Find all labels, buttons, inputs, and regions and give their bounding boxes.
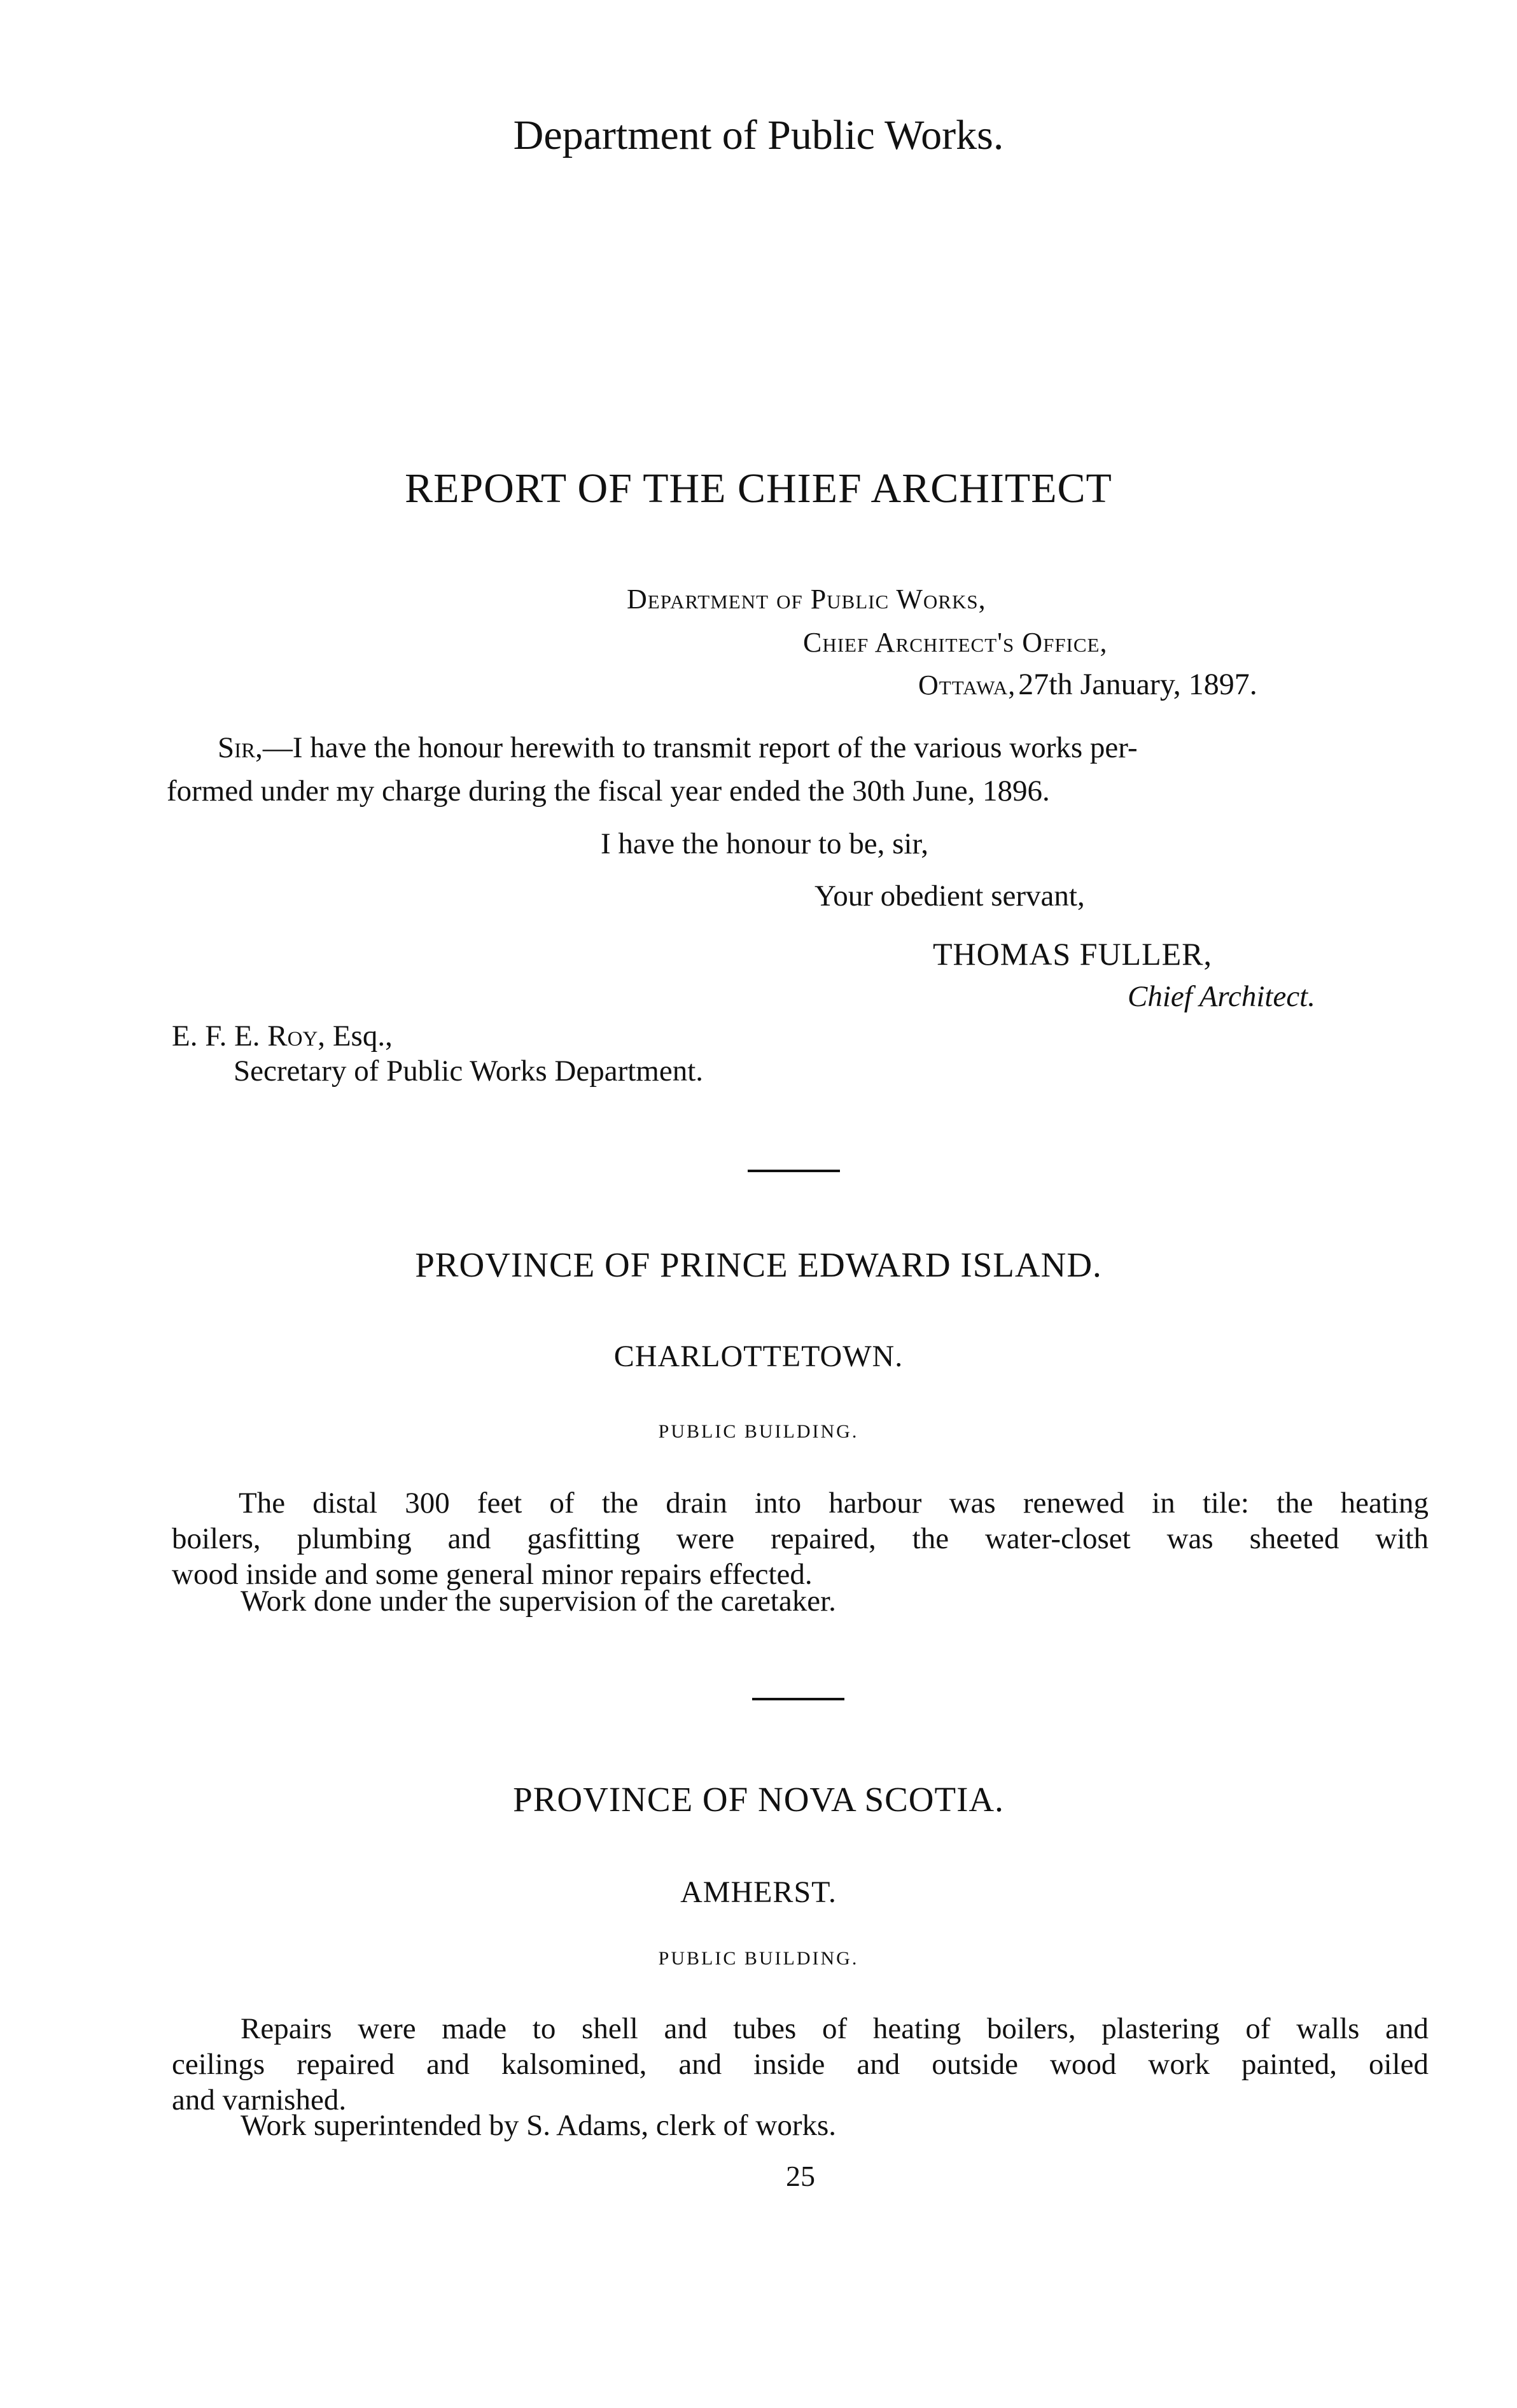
city-heading: AMHERST. <box>680 1875 837 1909</box>
signature-name: THOMAS FULLER, <box>933 936 1213 972</box>
addressee-initials: E. F. E. <box>172 1019 260 1053</box>
report-title: REPORT OF THE CHIEF ARCHITECT <box>405 465 1112 512</box>
address-line-3 <box>918 669 1257 700</box>
address-place: Ottawa, <box>918 669 1016 701</box>
paragraph-line: wood inside and some general minor repairs effected. <box>172 1558 813 1591</box>
signature-title: Chief Architect. <box>1128 980 1315 1013</box>
province-heading: PROVINCE OF NOVA SCOTIA. <box>513 1780 1004 1819</box>
salutation: Sir, <box>218 731 263 764</box>
paragraph-line: boilers, plumbing and gasfitting were repaired, the water-closet was sheeted with <box>172 1522 1429 1555</box>
paragraph-line: The distal 300 feet of the drain into harbour was renewed in tile: the heating <box>239 1487 1429 1520</box>
addressee-name: Roy, <box>267 1019 326 1053</box>
letter-body-line-1 <box>218 733 1138 763</box>
province-heading: PROVINCE OF PRINCE EDWARD ISLAND. <box>415 1245 1102 1284</box>
paragraph-line: ceilings repaired and kalsomined, and inside and outside wood work painted, oiled <box>172 2048 1429 2081</box>
address-line-2: Chief Architect's Office, <box>803 627 1108 658</box>
running-header: Department of Public Works. <box>513 112 1004 158</box>
section-paragraph <box>172 2011 1429 2118</box>
section-note: Work superintended by S. Adams, clerk of works. <box>241 2109 837 2142</box>
paragraph-line: Repairs were made to shell and tubes of heating boilers, plastering of walls and <box>241 2012 1429 2045</box>
paragraph-line: and varnished. <box>172 2083 347 2117</box>
addressee-line-1 <box>172 1021 393 1051</box>
building-heading: PUBLIC BUILDING. <box>658 1948 859 1969</box>
address-date: 27th January, 1897. <box>1018 668 1257 701</box>
section-divider <box>748 1170 840 1172</box>
address-line-1: Department of Public Works, <box>627 584 986 615</box>
letter-body-line-2: formed under my charge during the fiscal year ended the 30th June, 1896. <box>167 774 1050 808</box>
section-paragraph <box>172 1485 1429 1592</box>
page-number: 25 <box>786 2160 815 2192</box>
city-heading: CHARLOTTETOWN. <box>613 1340 904 1373</box>
closing-line-1: I have the honour to be, sir, <box>601 827 928 860</box>
building-heading: PUBLIC BUILDING. <box>658 1421 859 1442</box>
closing-line-2: Your obedient servant, <box>814 879 1085 913</box>
addressee-line-2: Secretary of Public Works Department. <box>234 1054 704 1088</box>
section-divider <box>752 1698 844 1700</box>
section-note: Work done under the supervision of the caretaker. <box>241 1585 836 1618</box>
addressee-suffix: Esq., <box>332 1019 393 1053</box>
letter-body-text-1: —I have the honour herewith to transmit report of the various works per- <box>262 731 1138 764</box>
